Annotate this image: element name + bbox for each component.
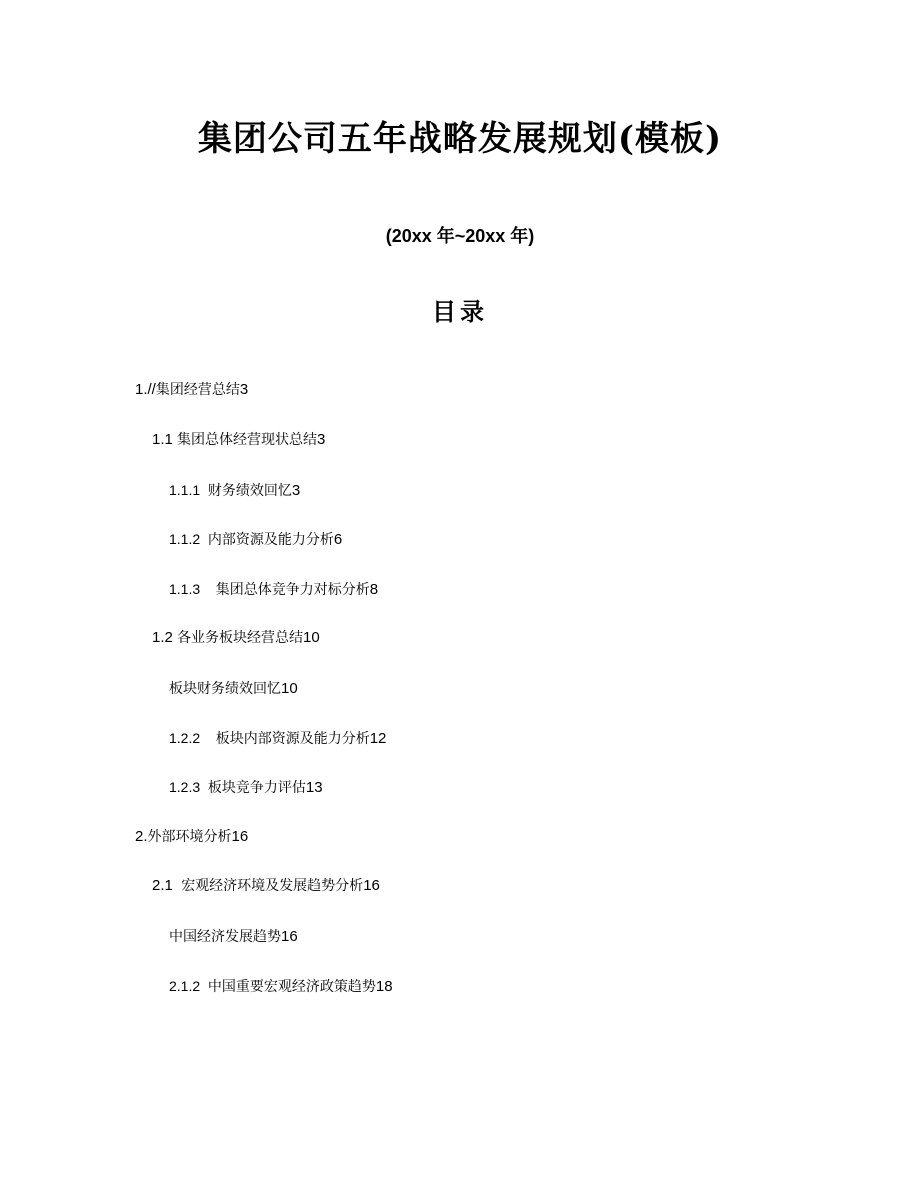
toc-entry-page: 3 (317, 431, 326, 448)
toc-entry[interactable] (169, 924, 298, 949)
toc-entry-number: 1.2.2 (169, 730, 216, 746)
toc-entry-page: 6 (333, 531, 343, 548)
toc-entry[interactable] (152, 626, 320, 650)
toc-entry-page: 10 (303, 629, 320, 646)
toc-entry-page: 12 (369, 730, 387, 747)
toc-entry-title: 集团经营总结 (155, 382, 240, 398)
toc-entry-number: 1.2.3 (169, 779, 208, 795)
toc-entry-title: 中国经济发展趋势 (169, 929, 281, 945)
toc-entry-number: 1.2 (152, 629, 178, 646)
toc-entry[interactable] (169, 527, 342, 552)
toc-entry-number: 1.1.2 (169, 531, 208, 547)
toc-entry-number: 1.1 (152, 431, 178, 448)
toc-entry-number: 2.1 (152, 877, 182, 894)
toc-entry-title: 板块内部资源及能力分析 (215, 731, 370, 747)
toc-entry[interactable] (135, 378, 248, 402)
toc-entry[interactable] (169, 775, 323, 800)
toc-entry[interactable] (169, 478, 300, 503)
toc-entry-title: 内部资源及能力分析 (207, 532, 334, 548)
toc-entry-number: 2.1.2 (169, 978, 208, 994)
toc-entry-title: 财务绩效回忆 (207, 483, 292, 499)
toc-entry-page: 8 (369, 581, 379, 598)
toc-entry-number: 1.// (135, 381, 156, 398)
toc-entry-number: 1.1.3 (169, 581, 216, 597)
toc-entry-title: 宏观经济环境及发展趋势分析 (181, 878, 364, 894)
toc-entry-title: 中国重要宏观经济政策趋势 (207, 979, 376, 995)
toc-entry-page: 16 (363, 877, 380, 894)
toc-entry-page: 18 (375, 978, 393, 995)
toc-entry-page: 16 (281, 928, 298, 945)
toc-entry-number: 1.1.1 (169, 482, 208, 498)
toc-entry-title: 集团总体经营现状总结 (177, 432, 318, 448)
document-subtitle: (20xx 年~20xx 年) (385, 226, 535, 246)
toc-entry[interactable] (135, 825, 248, 849)
toc-entry[interactable] (152, 874, 380, 898)
toc-entry-page: 3 (239, 381, 249, 398)
toc-heading: 目录 (432, 298, 488, 326)
toc-entry[interactable] (169, 726, 386, 751)
toc-entry-title: 板块竞争力评估 (207, 780, 306, 796)
toc-entry-title: 集团总体竞争力对标分析 (215, 582, 370, 598)
toc-entry-page: 13 (305, 779, 323, 796)
toc-entry-page: 16 (231, 828, 249, 845)
toc-entry[interactable] (169, 676, 298, 701)
toc-entry-page: 10 (281, 680, 298, 697)
toc-entry-title: 板块财务绩效回忆 (169, 681, 281, 697)
toc-entry-number: 2. (135, 828, 148, 845)
document-title: 集团公司五年战略发展规划(模板) (197, 119, 723, 159)
toc-entry[interactable] (169, 577, 378, 602)
toc-entry-page: 3 (291, 482, 301, 499)
toc-entry[interactable] (169, 974, 393, 999)
toc-entry-title: 外部环境分析 (147, 829, 232, 845)
toc-entry-title: 各业务板块经营总结 (177, 630, 304, 646)
toc-entry[interactable] (152, 428, 325, 452)
